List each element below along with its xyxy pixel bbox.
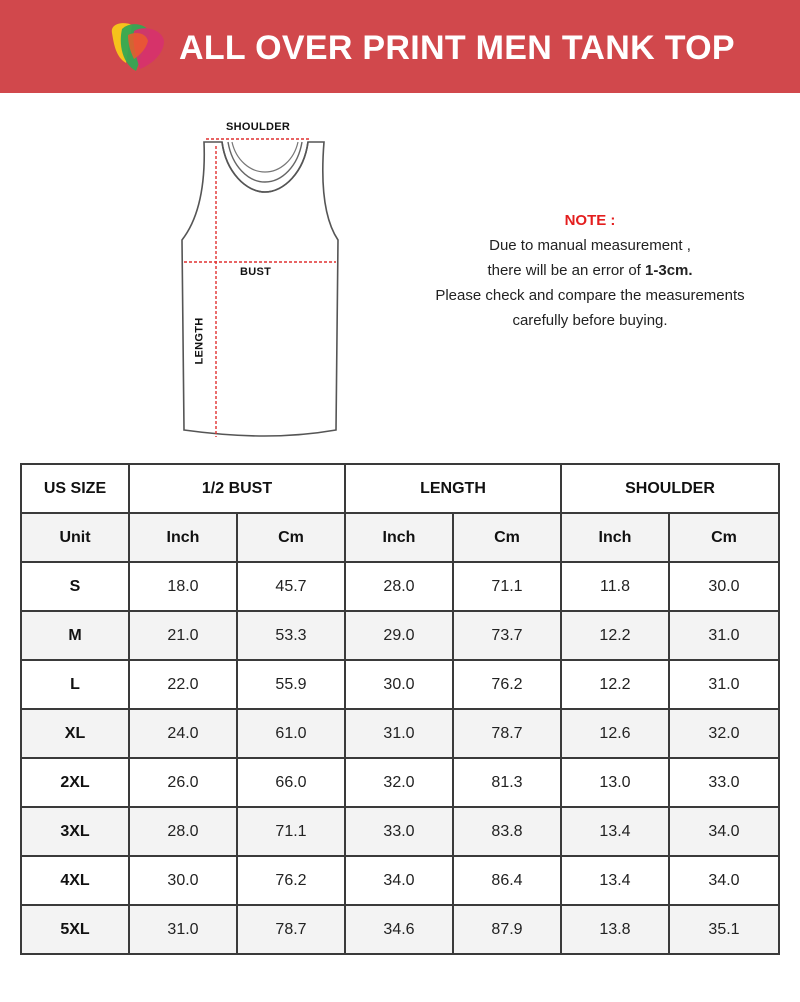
unit-inch: Inch (129, 513, 237, 562)
measurement-cell-sh-in: 12.2 (561, 660, 669, 709)
measurement-cell-sh-in: 13.4 (561, 856, 669, 905)
size-label: L (21, 660, 129, 709)
measurement-cell-len-in: 32.0 (345, 758, 453, 807)
table-unit-row (21, 513, 779, 562)
size-label: 5XL (21, 905, 129, 954)
measurement-cell-len-cm: 87.9 (453, 905, 561, 954)
measurement-cell-bust-cm: 78.7 (237, 905, 345, 954)
unit-cm: Cm (237, 513, 345, 562)
note-line-3: Please check and compare the measurements (435, 287, 745, 304)
unit-cm: Cm (669, 513, 779, 562)
measurement-cell-len-in: 28.0 (345, 562, 453, 611)
size-chart-table (20, 463, 780, 955)
measurement-cell-sh-cm: 32.0 (669, 709, 779, 758)
measurement-cell-sh-cm: 30.0 (669, 562, 779, 611)
measurement-cell-bust-in: 18.0 (129, 562, 237, 611)
measurement-cell-bust-cm: 61.0 (237, 709, 345, 758)
length-label: LENGTH (193, 317, 206, 365)
unit-inch: Inch (345, 513, 453, 562)
size-label: M (21, 611, 129, 660)
header-length: LENGTH (345, 464, 561, 513)
note-line-4: carefully before buying. (512, 312, 668, 329)
size-label: XL (21, 709, 129, 758)
measurement-cell-len-cm: 81.3 (453, 758, 561, 807)
note-line-1: Due to manual measurement , (489, 237, 691, 254)
header-half-bust: 1/2 BUST (129, 464, 345, 513)
measurement-cell-sh-cm: 33.0 (669, 758, 779, 807)
unit-inch: Inch (561, 513, 669, 562)
measurement-cell-len-in: 34.0 (345, 856, 453, 905)
measurement-cell-bust-cm: 76.2 (237, 856, 345, 905)
measurement-cell-bust-cm: 45.7 (237, 562, 345, 611)
shoulder-label: SHOULDER (226, 121, 291, 133)
measurement-cell-len-in: 29.0 (345, 611, 453, 660)
size-label: 2XL (21, 758, 129, 807)
measurement-cell-sh-cm: 35.1 (669, 905, 779, 954)
measurement-cell-bust-in: 24.0 (129, 709, 237, 758)
size-label: 4XL (21, 856, 129, 905)
measurement-cell-len-cm: 76.2 (453, 660, 561, 709)
measurement-cell-len-cm: 73.7 (453, 611, 561, 660)
measurement-cell-len-in: 33.0 (345, 807, 453, 856)
measurement-cell-sh-in: 12.2 (561, 611, 669, 660)
measurement-cell-len-in: 34.6 (345, 905, 453, 954)
tank-top-outline (182, 142, 338, 436)
size-label: S (21, 562, 129, 611)
measurement-cell-sh-cm: 31.0 (669, 660, 779, 709)
measurement-cell-bust-in: 30.0 (129, 856, 237, 905)
measurement-cell-sh-cm: 34.0 (669, 807, 779, 856)
measurement-cell-sh-cm: 34.0 (669, 856, 779, 905)
note-line-2 (400, 258, 780, 283)
measurement-cell-len-cm: 78.7 (453, 709, 561, 758)
measurement-cell-sh-in: 13.4 (561, 807, 669, 856)
table-header-row (21, 464, 779, 513)
measurement-cell-len-in: 30.0 (345, 660, 453, 709)
measurement-cell-bust-in: 22.0 (129, 660, 237, 709)
measurement-cell-bust-in: 21.0 (129, 611, 237, 660)
unit-label: Unit (21, 513, 129, 562)
measurement-cell-sh-in: 11.8 (561, 562, 669, 611)
table-row (21, 660, 779, 709)
measurement-cell-bust-in: 28.0 (129, 807, 237, 856)
unit-cm: Cm (453, 513, 561, 562)
measurement-cell-len-cm: 83.8 (453, 807, 561, 856)
size-rows (21, 562, 779, 954)
table-row (21, 856, 779, 905)
table-row (21, 905, 779, 954)
measurement-cell-bust-in: 31.0 (129, 905, 237, 954)
measurement-cell-bust-cm: 55.9 (237, 660, 345, 709)
measurement-cell-sh-cm: 31.0 (669, 611, 779, 660)
measurement-cell-len-in: 31.0 (345, 709, 453, 758)
measurement-cell-len-cm: 86.4 (453, 856, 561, 905)
measurement-cell-sh-in: 12.6 (561, 709, 669, 758)
color-drops-logo-icon (106, 19, 170, 75)
table-row (21, 758, 779, 807)
note-title: NOTE : (564, 212, 616, 229)
header-banner (0, 0, 800, 93)
bust-label: BUST (240, 266, 272, 278)
measurement-cell-sh-in: 13.0 (561, 758, 669, 807)
measurement-cell-sh-in: 13.8 (561, 905, 669, 954)
table-row (21, 611, 779, 660)
note-line-2-prefix: there will be an error of (487, 262, 641, 279)
header-us-size: US SIZE (21, 464, 129, 513)
header-shoulder: SHOULDER (561, 464, 779, 513)
measurement-cell-bust-cm: 66.0 (237, 758, 345, 807)
measurement-cell-bust-cm: 71.1 (237, 807, 345, 856)
table-row (21, 709, 779, 758)
size-label: 3XL (21, 807, 129, 856)
measurement-cell-bust-cm: 53.3 (237, 611, 345, 660)
table-row (21, 562, 779, 611)
measurement-cell-len-cm: 71.1 (453, 562, 561, 611)
table-row (21, 807, 779, 856)
measurement-note (400, 208, 780, 333)
banner-title: ALL OVER PRINT MEN TANK TOP (179, 29, 735, 67)
note-error-range: 1-3cm. (645, 262, 693, 279)
measurement-cell-bust-in: 26.0 (129, 758, 237, 807)
